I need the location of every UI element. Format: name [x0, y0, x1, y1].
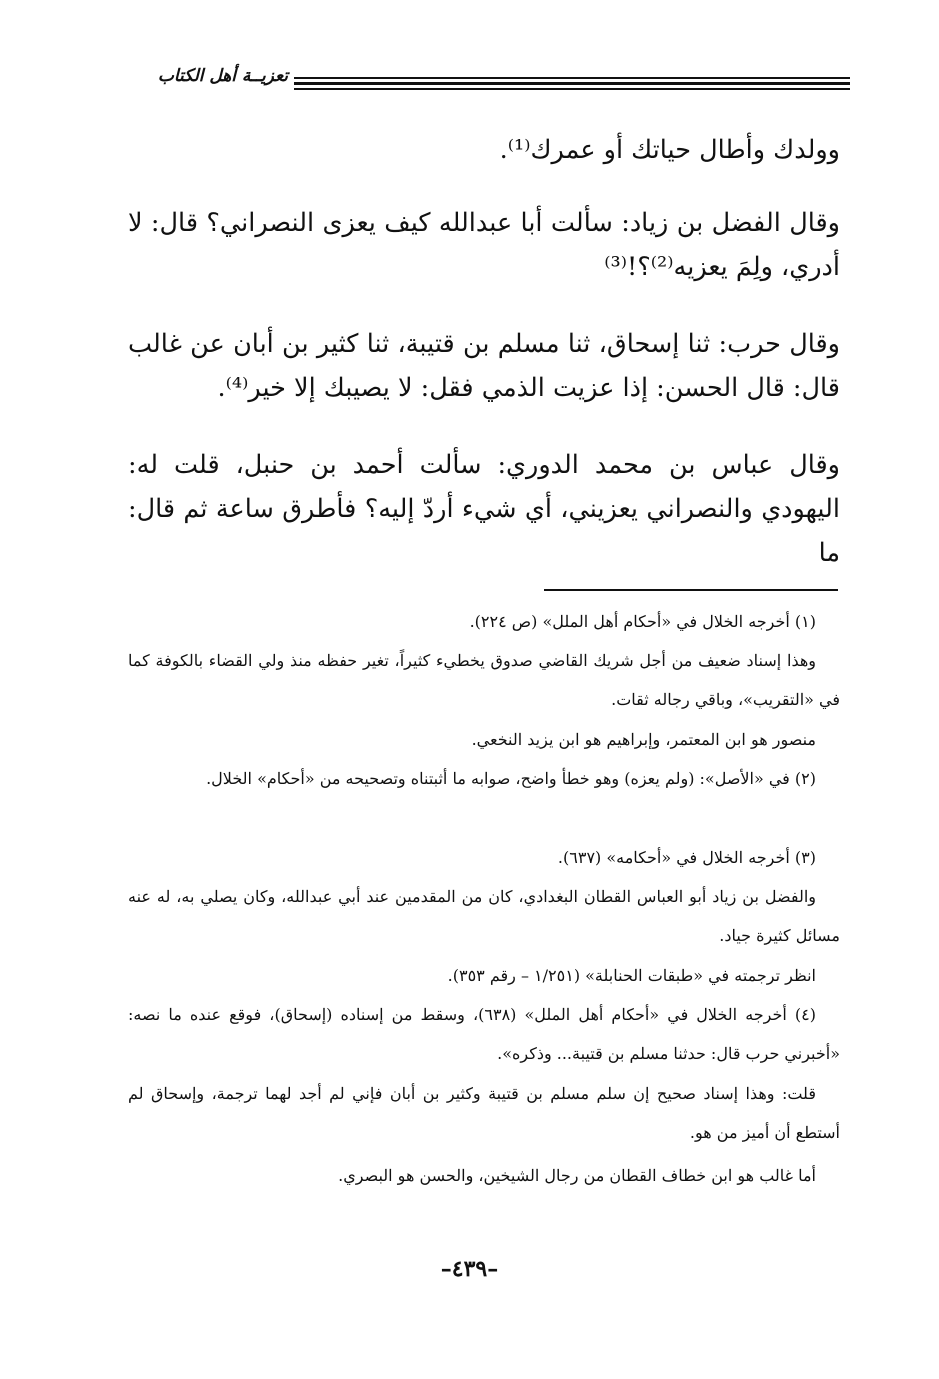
footnote-3: (٣) أخرجه الخلال في «أحكامه» (٦٣٧). — [557, 848, 816, 867]
body-paragraph-4: وقال عباس بن محمد الدوري: سألت أحمد بن حنبل، قلت له: اليهودي والنصراني يعزيني، أي شيء أردّ إليه؟ فأطرق ساعة ثم قال: ما — [128, 450, 840, 568]
body-paragraph-3: وقال حرب: ثنا إسحاق، ثنا مسلم بن قتيبة، ثنا كثير بن أبان عن غالب قال: قال الحسن: إذا عزيت الذمي فقل: لا يصيبك إلا خير⁽⁴⁾. — [128, 329, 840, 403]
footnote-4-note: أما غالب هو ابن خطاف القطان من رجال الشيخين، والحسن هو البصري. — [338, 1166, 816, 1185]
footnote-1-note: منصور هو ابن المعتمر، وإبراهيم هو ابن يزيد النخعي. — [471, 730, 816, 749]
footnote-1-note: وهذا إسناد ضعيف من أجل شريك القاضي صدوق يخطيء كثيراً، تغير حفظه منذ ولي القضاء بالكوفة كما في «التقريب»، وباقي رجاله ثقات. — [128, 651, 840, 709]
footnote-3-note: والفضل بن زياد أبو العباس القطان البغدادي، كان من المقدمين عند أبي عبدالله، وكان يصلي به، له عنه مسائل كثيرة جياد. — [128, 887, 840, 945]
body-paragraph-1: وولدك وأطال حياتك أو عمرك⁽¹⁾. — [499, 135, 840, 165]
footnote-separator — [544, 589, 838, 591]
page-number: –٤٣٩– — [440, 1256, 499, 1282]
footnote-4: (٤) أخرجه الخلال في «أحكام أهل الملل» (٦٣٨)، وسقط من إسناده (إسحاق)، فوقع عنده ما نصه: «أخبرني حرب قال: حدثنا مسلم بن قتيبة... وذكره». — [128, 1005, 840, 1063]
running-header — [128, 64, 850, 104]
header-rule-top — [294, 77, 850, 79]
header-rule-middle — [294, 82, 850, 85]
footnote-4-note: قلت: وهذا إسناد صحيح إن سلم مسلم بن قتيبة وكثير بن أبان فإني لم أجد لهما ترجمة، وإسحاق لم أستطع أن أميز من هو. — [128, 1084, 840, 1142]
header-title: تعزيــة أهل الكتاب — [157, 66, 288, 86]
footnote-2: (٢) في «الأصل»: (ولم يعزه) وهو خطأ واضح، صوابه ما أثبتناه وتصحيحه من «أحكام» الخلال. — [206, 769, 816, 788]
footnote-3-note: انظر ترجمته في «طبقات الحنابلة» (١/٢٥١ – رقم ٣٥٣). — [447, 966, 816, 985]
footnote-1: (١) أخرجه الخلال في «أحكام أهل الملل» (ص ٢٢٤). — [469, 612, 816, 631]
header-rule-bottom — [294, 88, 850, 90]
body-paragraph-2: وقال الفضل بن زياد: سألت أبا عبدالله كيف يعزى النصراني؟ قال: لا أدري، ولِمَ يعزيه⁽²⁾؟!⁽³⁾ — [128, 208, 840, 282]
